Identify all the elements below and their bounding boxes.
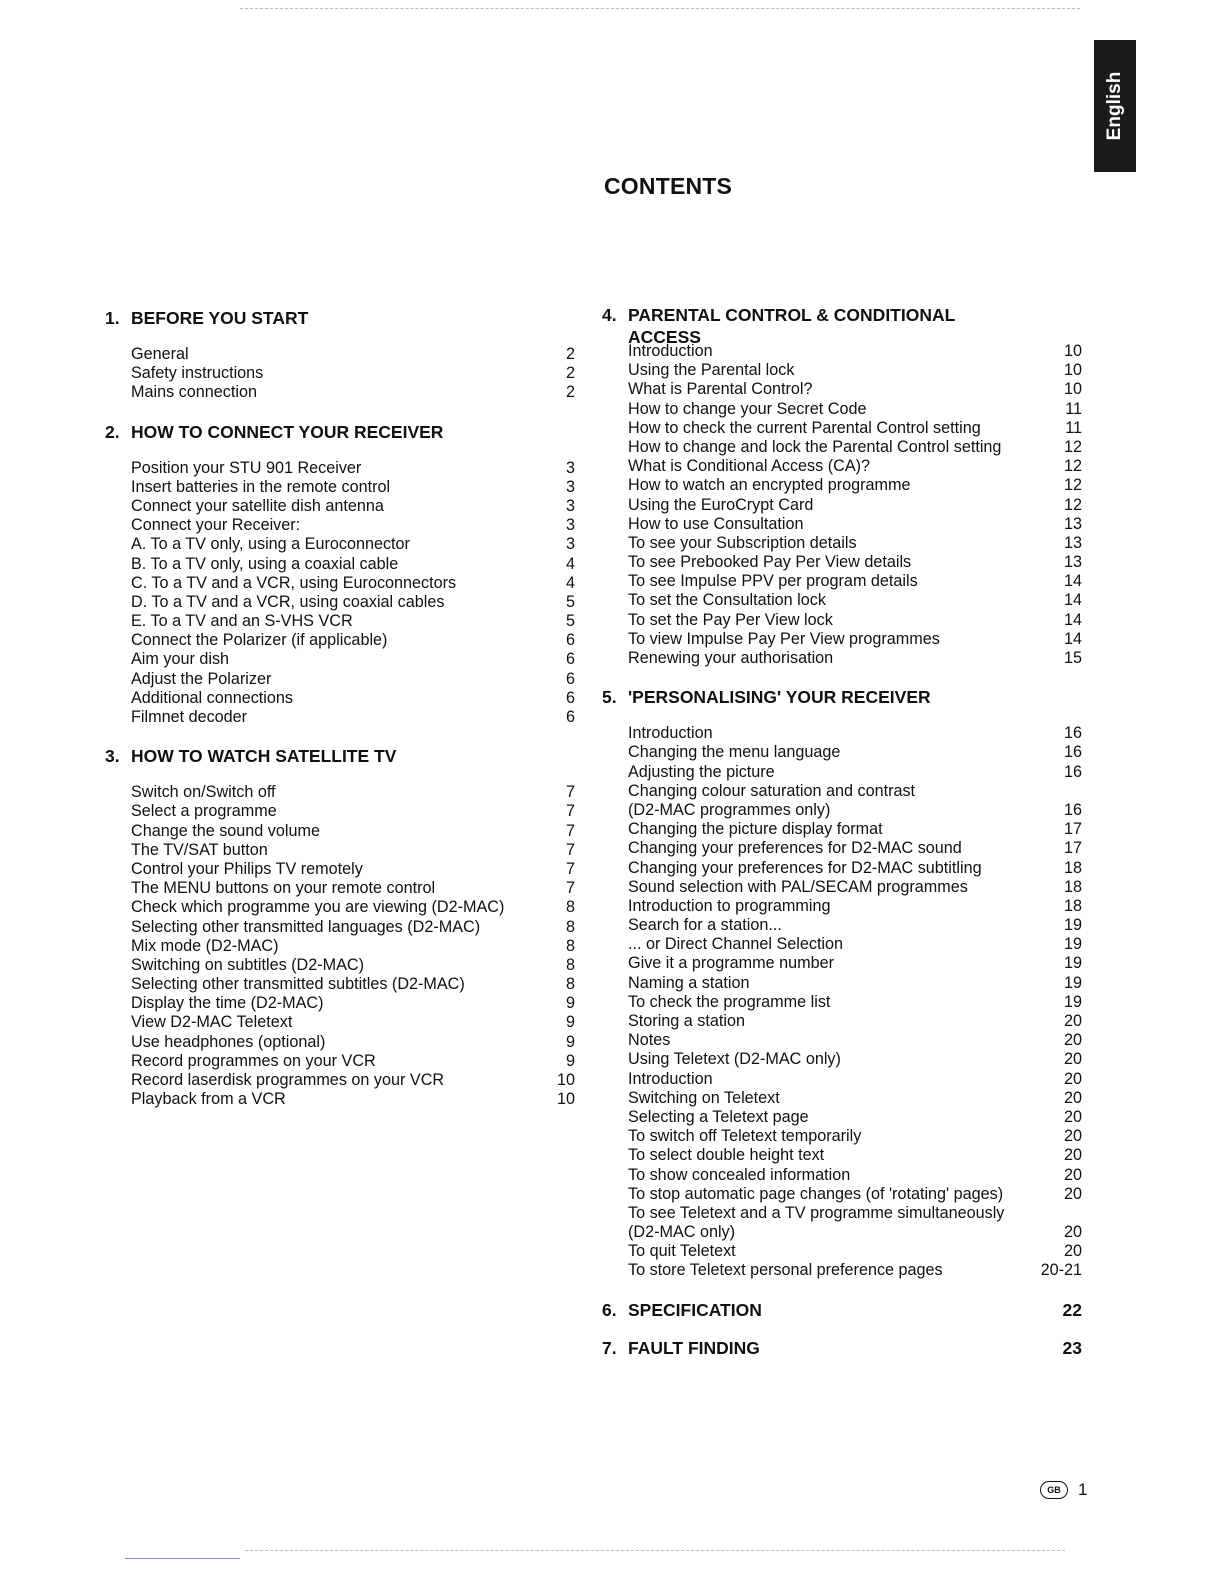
toc-entry-text: Connect your satellite dish antenna bbox=[131, 496, 384, 515]
toc-entry[interactable] bbox=[105, 975, 575, 994]
toc-entry-text: Playback from a VCR bbox=[131, 1090, 286, 1109]
toc-entry-text: Display the time (D2-MAC) bbox=[131, 994, 324, 1013]
toc-entry-page: 12 bbox=[1063, 437, 1082, 456]
toc-entry-text: To set the Consultation lock bbox=[628, 591, 826, 610]
toc-entry-text: Storing a station bbox=[628, 1012, 745, 1030]
toc-entry-page: 20 bbox=[1063, 1242, 1082, 1261]
toc-entry-text: Safety instructions bbox=[131, 364, 264, 383]
toc-entry-page: 14 bbox=[1063, 572, 1082, 591]
toc-entry[interactable] bbox=[105, 1033, 575, 1052]
toc-entry[interactable] bbox=[105, 1071, 575, 1090]
section-page bbox=[1022, 304, 1082, 326]
toc-entry[interactable] bbox=[602, 743, 1082, 762]
toc-entry-text: Additional connections bbox=[131, 688, 293, 707]
toc-entry-text: Sound selection with PAL/SECAM programmes bbox=[628, 877, 968, 896]
page-title: CONTENTS bbox=[604, 173, 733, 199]
toc-entry-text: How to watch an encrypted programme bbox=[628, 476, 911, 495]
toc-entry-text: Selecting other transmitted languages (D2-MAC) bbox=[131, 917, 481, 936]
page-number: 1 bbox=[1078, 1480, 1088, 1499]
toc-section bbox=[602, 1299, 1082, 1321]
toc-entry[interactable] bbox=[602, 916, 1082, 935]
toc-entry-page bbox=[1022, 1204, 1082, 1223]
toc-entry-page: 7 bbox=[565, 859, 575, 878]
toc-section bbox=[105, 421, 575, 728]
toc-entry[interactable] bbox=[105, 574, 575, 593]
toc-entry-text: How to change and lock the Parental Control setting bbox=[628, 437, 1002, 456]
toc-entry[interactable] bbox=[105, 1052, 575, 1071]
toc-entry-page: 9 bbox=[565, 994, 575, 1013]
toc-entry-text: What is Parental Control? bbox=[628, 380, 813, 399]
toc-entry-page: 20 bbox=[1063, 1050, 1082, 1069]
toc-entry[interactable] bbox=[105, 879, 575, 898]
toc-entry-text: Selecting other transmitted subtitles (D2-MAC) bbox=[131, 975, 465, 994]
toc-entry[interactable] bbox=[602, 954, 1082, 973]
toc-entry-text: Record programmes on your VCR bbox=[131, 1051, 376, 1070]
toc-entry-page: 8 bbox=[565, 898, 575, 917]
toc-entry-text: Naming a station bbox=[628, 973, 750, 992]
section-number: 1. bbox=[105, 308, 120, 328]
toc-entry-text: Filmnet decoder bbox=[131, 708, 248, 726]
toc-entry-page: 8 bbox=[565, 955, 575, 974]
toc-entry-page: 5 bbox=[565, 592, 575, 611]
toc-entry-page: 7 bbox=[565, 840, 575, 859]
toc-entry[interactable] bbox=[105, 516, 575, 535]
scan-artifact-top bbox=[240, 8, 1080, 9]
toc-entry-page: 7 bbox=[565, 802, 575, 821]
toc-entry-text: Adjusting the picture bbox=[628, 762, 775, 781]
toc-entry-page: 6 bbox=[565, 708, 575, 726]
toc-entry[interactable] bbox=[602, 897, 1082, 916]
toc-entry-text: How to check the current Parental Control setting bbox=[628, 418, 981, 437]
section-title: HOW TO CONNECT YOUR RECEIVER bbox=[131, 421, 444, 442]
toc-entry-page bbox=[1022, 782, 1082, 801]
toc-entry-text: Connect the Polarizer (if applicable) bbox=[131, 631, 388, 650]
toc-entry[interactable] bbox=[602, 1185, 1082, 1204]
toc-entry[interactable] bbox=[105, 612, 575, 631]
toc-section bbox=[105, 307, 575, 403]
toc-entry[interactable] bbox=[602, 1108, 1082, 1127]
toc-entry[interactable] bbox=[602, 1070, 1082, 1089]
toc-entry-text: Notes bbox=[628, 1031, 671, 1050]
section-title: PARENTAL CONTROL & CONDITIONAL ACCESS bbox=[628, 305, 955, 347]
toc-entry[interactable] bbox=[602, 496, 1082, 515]
toc-entry-page: 13 bbox=[1063, 533, 1082, 552]
toc-entry[interactable] bbox=[105, 841, 575, 860]
toc-entry[interactable] bbox=[602, 1031, 1082, 1050]
scan-artifact-link bbox=[125, 1558, 240, 1559]
toc-entry-text: Selecting a Teletext page bbox=[628, 1107, 809, 1126]
toc-entry-page: 10 bbox=[556, 1090, 575, 1109]
toc-entry-page: 20 bbox=[1063, 1184, 1082, 1203]
toc-entry-page: 10 bbox=[1063, 361, 1082, 380]
toc-entry-page: 3 bbox=[565, 477, 575, 496]
toc-entry-page: 20-21 bbox=[1040, 1261, 1082, 1280]
toc-entry[interactable] bbox=[602, 438, 1082, 457]
toc-entry[interactable] bbox=[105, 802, 575, 821]
toc-entry-page: 20 bbox=[1063, 1127, 1082, 1146]
toc-entry[interactable] bbox=[105, 898, 575, 917]
toc-entry-text: To see your Subscription details bbox=[628, 533, 857, 552]
toc-entry[interactable] bbox=[602, 400, 1082, 419]
toc-entry-text: B. To a TV only, using a coaxial cable bbox=[131, 554, 399, 573]
toc-entry-page: 7 bbox=[565, 879, 575, 898]
toc-entry-page: 4 bbox=[565, 554, 575, 573]
toc-entry-page: 12 bbox=[1063, 476, 1082, 495]
toc-entry-page: 12 bbox=[1063, 495, 1082, 514]
toc-entry-text: Check which programme you are viewing (D2-MAC) bbox=[131, 898, 505, 917]
toc-entry-text: Mix mode (D2-MAC) bbox=[131, 936, 279, 955]
toc-entry-page: 14 bbox=[1063, 629, 1082, 648]
toc-entry[interactable] bbox=[105, 1013, 575, 1032]
toc-entry-text: Introduction bbox=[628, 1069, 713, 1088]
toc-entry[interactable] bbox=[602, 859, 1082, 878]
toc-entry[interactable] bbox=[602, 380, 1082, 399]
toc-entry-text: Give it a programme number bbox=[628, 954, 835, 973]
toc-entry-text: Changing your preferences for D2-MAC subtitling bbox=[628, 858, 982, 877]
toc-entry[interactable] bbox=[602, 1204, 1082, 1223]
toc-section bbox=[602, 686, 1082, 1280]
toc-section bbox=[602, 1337, 1082, 1359]
toc-entry-page: 12 bbox=[1063, 457, 1082, 476]
toc-entry-text: Use headphones (optional) bbox=[131, 1032, 326, 1051]
toc-entry[interactable] bbox=[602, 878, 1082, 897]
toc-entry-text: Control your Philips TV remotely bbox=[131, 859, 363, 878]
toc-entry[interactable] bbox=[602, 935, 1082, 954]
toc-entry-page: 16 bbox=[1063, 800, 1082, 819]
toc-entry-text: ... or Direct Channel Selection bbox=[628, 935, 844, 954]
toc-section bbox=[602, 304, 1082, 668]
toc-entry-text: Search for a station... bbox=[628, 916, 782, 935]
section-number: 4. bbox=[602, 305, 617, 325]
toc-entry[interactable] bbox=[602, 515, 1082, 534]
toc-entry-text: Switching on subtitles (D2-MAC) bbox=[131, 955, 364, 974]
toc-entry-page: 20 bbox=[1063, 1012, 1082, 1030]
toc-entry-text: Changing the menu language bbox=[628, 743, 841, 762]
toc-entry-text: To see Impulse PPV per program details bbox=[628, 572, 918, 591]
toc-entry[interactable] bbox=[602, 763, 1082, 782]
toc-entry-page: 10 bbox=[556, 1071, 575, 1089]
toc-entry[interactable] bbox=[105, 708, 575, 727]
toc-entry[interactable] bbox=[105, 364, 575, 383]
toc-entry-text: Position your STU 901 Receiver bbox=[131, 458, 362, 477]
toc-entry[interactable] bbox=[602, 534, 1082, 553]
toc-entry-page: 6 bbox=[565, 669, 575, 688]
toc-entry[interactable] bbox=[602, 1127, 1082, 1146]
toc-entry-text: (D2-MAC programmes only) bbox=[628, 800, 831, 819]
toc-entry-page: 18 bbox=[1063, 896, 1082, 915]
toc-entry[interactable] bbox=[105, 593, 575, 612]
toc-entry[interactable] bbox=[105, 670, 575, 689]
toc-entry-page: 5 bbox=[565, 612, 575, 631]
toc-entry-text: Record laserdisk programmes on your VCR bbox=[131, 1071, 445, 1089]
section-number: 6. bbox=[602, 1299, 617, 1320]
section-title: SPECIFICATION bbox=[628, 1299, 762, 1320]
toc-entry-text: Introduction bbox=[628, 342, 713, 360]
section-heading[interactable] bbox=[602, 1299, 1082, 1321]
toc-entry-text: General bbox=[131, 345, 189, 363]
toc-entry-page: 17 bbox=[1063, 820, 1082, 839]
section-title: BEFORE YOU START bbox=[131, 308, 309, 328]
toc-entry[interactable] bbox=[602, 630, 1082, 649]
section-page: 22 bbox=[1062, 1299, 1082, 1320]
toc-entry-page: 16 bbox=[1063, 743, 1082, 762]
toc-entry-page: 16 bbox=[1063, 762, 1082, 781]
toc-entry-text: A. To a TV only, using a Euroconnector bbox=[131, 535, 410, 554]
toc-entry[interactable] bbox=[105, 459, 575, 478]
toc-entry-page: 10 bbox=[1063, 342, 1082, 360]
toc-entry-page: 6 bbox=[565, 631, 575, 650]
toc-entry[interactable] bbox=[105, 918, 575, 937]
toc-entry[interactable] bbox=[602, 457, 1082, 476]
toc-entry-page: 6 bbox=[565, 688, 575, 707]
section-heading[interactable] bbox=[602, 1337, 1082, 1359]
section-heading[interactable] bbox=[105, 307, 575, 329]
toc-entry[interactable] bbox=[602, 611, 1082, 630]
toc-entry-text: The TV/SAT button bbox=[131, 840, 268, 859]
toc-entry-text: Using Teletext (D2-MAC only) bbox=[628, 1050, 841, 1069]
toc-entry-page: 20 bbox=[1063, 1146, 1082, 1165]
toc-entry[interactable] bbox=[105, 497, 575, 516]
toc-entry-text: How to change your Secret Code bbox=[628, 399, 867, 418]
toc-entry-page: 3 bbox=[565, 535, 575, 554]
toc-entry-page: 11 bbox=[1065, 399, 1082, 418]
toc-entry[interactable] bbox=[602, 1050, 1082, 1069]
toc-entry-page: 19 bbox=[1063, 954, 1082, 973]
toc-entry-page: 13 bbox=[1063, 514, 1082, 533]
section-page bbox=[1022, 686, 1082, 708]
toc-entry[interactable] bbox=[105, 689, 575, 708]
toc-entry[interactable] bbox=[602, 649, 1082, 668]
toc-entry-text: D. To a TV and a VCR, using coaxial cables bbox=[131, 592, 445, 611]
toc-entry[interactable] bbox=[105, 631, 575, 650]
section-page: 23 bbox=[1062, 1337, 1082, 1358]
toc-entry-text: To quit Teletext bbox=[628, 1242, 736, 1261]
toc-entry[interactable] bbox=[602, 820, 1082, 839]
toc-entry-page: 20 bbox=[1063, 1223, 1082, 1242]
toc-entry-page: 4 bbox=[565, 573, 575, 592]
toc-entry-page: 9 bbox=[565, 1013, 575, 1032]
toc-entry-text: View D2-MAC Teletext bbox=[131, 1013, 293, 1032]
toc-entry-page: 16 bbox=[1063, 724, 1082, 743]
toc-entry-page: 7 bbox=[565, 783, 575, 802]
section-title: FAULT FINDING bbox=[628, 1337, 760, 1358]
toc-entry-page: 3 bbox=[565, 458, 575, 477]
toc-entry-page: 11 bbox=[1065, 418, 1082, 437]
toc-entry[interactable] bbox=[602, 419, 1082, 438]
toc-entry-text: C. To a TV and a VCR, using Euroconnectors bbox=[131, 573, 457, 592]
toc-entry-text: To set the Pay Per View lock bbox=[628, 610, 833, 629]
toc-entry-text: To view Impulse Pay Per View programmes bbox=[628, 629, 940, 648]
toc-entry[interactable] bbox=[105, 860, 575, 879]
toc-entry-text: Insert batteries in the remote control bbox=[131, 477, 391, 496]
toc-entry[interactable] bbox=[602, 974, 1082, 993]
toc-entry[interactable] bbox=[105, 383, 575, 402]
section-number: 2. bbox=[105, 421, 120, 442]
toc-entry-text: Changing colour saturation and contrast bbox=[628, 781, 916, 800]
toc-entry-text: Select a programme bbox=[131, 802, 277, 821]
toc-entry[interactable] bbox=[105, 478, 575, 497]
toc-entry-page: 2 bbox=[565, 383, 575, 402]
toc-entry-page: 8 bbox=[565, 975, 575, 994]
toc-entry[interactable] bbox=[602, 724, 1082, 743]
toc-entry-page: 18 bbox=[1063, 858, 1082, 877]
toc-entry-text: To see Prebooked Pay Per View details bbox=[628, 553, 912, 572]
toc-entry[interactable] bbox=[602, 1242, 1082, 1261]
section-heading[interactable] bbox=[602, 686, 1082, 708]
toc-entry-text: Changing the picture display format bbox=[628, 820, 883, 839]
toc-entry-page: 19 bbox=[1063, 973, 1082, 992]
section-title: HOW TO WATCH SATELLITE TV bbox=[131, 746, 397, 767]
toc-entry-page: 20 bbox=[1063, 1069, 1082, 1088]
language-tab-label: English bbox=[1104, 71, 1125, 141]
toc-entry[interactable] bbox=[105, 937, 575, 956]
toc-entry-page: 19 bbox=[1063, 992, 1082, 1011]
toc-entry-text: Changing your preferences for D2-MAC sound bbox=[628, 839, 962, 858]
toc-entry-page: 13 bbox=[1063, 553, 1082, 572]
toc-entry[interactable] bbox=[602, 342, 1082, 361]
toc-entry-page: 14 bbox=[1063, 591, 1082, 610]
toc-entry-page: 8 bbox=[565, 936, 575, 955]
toc-entry-text: The MENU buttons on your remote control bbox=[131, 879, 436, 898]
toc-entry[interactable] bbox=[602, 1012, 1082, 1031]
page-footer bbox=[1040, 1480, 1087, 1500]
toc-entry-page: 15 bbox=[1063, 649, 1082, 667]
toc-entry[interactable] bbox=[602, 1089, 1082, 1108]
toc-entry[interactable] bbox=[602, 1146, 1082, 1165]
toc-entry[interactable] bbox=[602, 839, 1082, 858]
toc-entry-text: To check the programme list bbox=[628, 992, 831, 1011]
toc-entry-text: To switch off Teletext temporarily bbox=[628, 1127, 862, 1146]
toc-entry-text: Using the Parental lock bbox=[628, 361, 795, 380]
toc-entry[interactable] bbox=[602, 1166, 1082, 1185]
toc-entry-page: 14 bbox=[1063, 610, 1082, 629]
toc-entry-text: Change the sound volume bbox=[131, 821, 320, 840]
toc-entry-page: 7 bbox=[565, 821, 575, 840]
toc-entry-text: What is Conditional Access (CA)? bbox=[628, 457, 871, 476]
toc-entry-page: 3 bbox=[565, 496, 575, 515]
toc-entry[interactable] bbox=[105, 535, 575, 554]
toc-entry-text: Renewing your authorisation bbox=[628, 649, 834, 667]
toc-entry[interactable] bbox=[602, 572, 1082, 591]
toc-entry[interactable] bbox=[602, 591, 1082, 610]
toc-entry-page: 2 bbox=[565, 345, 575, 363]
toc-entry[interactable] bbox=[602, 782, 1082, 801]
toc-entry[interactable] bbox=[105, 783, 575, 802]
section-number: 5. bbox=[602, 687, 617, 708]
toc-entry[interactable] bbox=[602, 801, 1082, 820]
toc-entry[interactable] bbox=[105, 1090, 575, 1109]
toc-entry-text: Aim your dish bbox=[131, 650, 230, 669]
toc-entry[interactable] bbox=[105, 994, 575, 1013]
toc-entry-page: 9 bbox=[565, 1032, 575, 1051]
toc-entry-text: Adjust the Polarizer bbox=[131, 669, 272, 688]
toc-entry-page: 9 bbox=[565, 1051, 575, 1070]
toc-entry-text: Introduction to programming bbox=[628, 896, 831, 915]
section-heading[interactable] bbox=[602, 304, 1082, 347]
toc-section bbox=[105, 745, 575, 1109]
section-heading[interactable] bbox=[105, 421, 575, 443]
section-number: 3. bbox=[105, 746, 120, 767]
toc-entry-text: Introduction bbox=[628, 724, 713, 743]
toc-entry[interactable] bbox=[105, 956, 575, 975]
toc-entry-text: E. To a TV and an S-VHS VCR bbox=[131, 612, 353, 631]
toc-entry-page: 20 bbox=[1063, 1107, 1082, 1126]
toc-entry[interactable] bbox=[602, 1223, 1082, 1242]
toc-entry[interactable] bbox=[105, 555, 575, 574]
toc-entry-text: To stop automatic page changes (of 'rotating' pages) bbox=[628, 1184, 1004, 1203]
toc-entry-page: 18 bbox=[1063, 877, 1082, 896]
toc-entry[interactable] bbox=[105, 822, 575, 841]
toc-entry-page: 3 bbox=[565, 516, 575, 535]
toc-entry-page: 20 bbox=[1063, 1088, 1082, 1107]
toc-entry-page: 20 bbox=[1063, 1031, 1082, 1050]
toc-entry-text: Connect your Receiver: bbox=[131, 516, 301, 535]
section-heading[interactable] bbox=[105, 745, 575, 767]
language-tab bbox=[1094, 40, 1136, 172]
toc-entry[interactable] bbox=[105, 345, 575, 364]
toc-entry-page: 6 bbox=[565, 650, 575, 669]
toc-entry-page: 2 bbox=[565, 364, 575, 383]
toc-entry-text: To see Teletext and a TV programme simultaneously bbox=[628, 1203, 1005, 1222]
toc-entry-text: To select double height text bbox=[628, 1146, 825, 1165]
toc-entry-text: Using the EuroCrypt Card bbox=[628, 495, 814, 514]
toc-left-column bbox=[105, 307, 575, 1127]
toc-entry-text: How to use Consultation bbox=[628, 514, 804, 533]
toc-entry-page: 19 bbox=[1063, 935, 1082, 954]
section-title: 'PERSONALISING' YOUR RECEIVER bbox=[628, 687, 931, 708]
section-number: 7. bbox=[602, 1337, 617, 1358]
toc-entry-text: (D2-MAC only) bbox=[628, 1223, 736, 1242]
scan-artifact-bottom bbox=[245, 1550, 1065, 1551]
toc-entry[interactable] bbox=[602, 993, 1082, 1012]
toc-entry[interactable] bbox=[602, 476, 1082, 495]
toc-entry-text: Mains connection bbox=[131, 383, 257, 402]
toc-entry-text: To store Teletext personal preference pages bbox=[628, 1261, 943, 1280]
toc-entry-text: Switching on Teletext bbox=[628, 1088, 780, 1107]
toc-entry[interactable] bbox=[105, 650, 575, 669]
toc-entry[interactable] bbox=[602, 361, 1082, 380]
toc-entry-page: 8 bbox=[565, 917, 575, 936]
toc-right-column bbox=[602, 304, 1082, 1375]
toc-entry-text: To show concealed information bbox=[628, 1165, 851, 1184]
toc-entry[interactable] bbox=[602, 553, 1082, 572]
toc-entry[interactable] bbox=[602, 1261, 1082, 1280]
toc-entry-page: 10 bbox=[1063, 380, 1082, 399]
toc-entry-text: Switch on/Switch off bbox=[131, 783, 276, 802]
gb-badge-icon: GB bbox=[1040, 1481, 1068, 1499]
toc-entry-page: 20 bbox=[1063, 1165, 1082, 1184]
toc-entry-page: 19 bbox=[1063, 916, 1082, 935]
toc-entry-page: 17 bbox=[1063, 839, 1082, 858]
